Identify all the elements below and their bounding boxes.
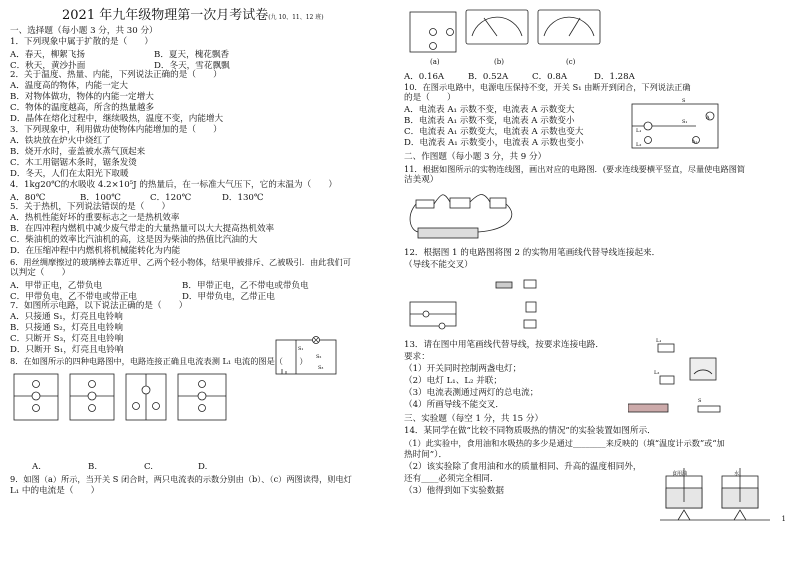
q10-circuit-figure	[626, 96, 726, 154]
q8-circuit-c	[126, 374, 166, 420]
q3-option-b: B．烧开水时，壶盖被水蒸气顶起来	[10, 147, 146, 157]
svg-text:A₁: A₁	[692, 140, 698, 145]
q9-stem-line2: L₁ 中的电流是（ ）	[10, 486, 100, 496]
q3-stem: 3．下列现象中，利用做功使物体内能增加的是（ ）	[10, 125, 222, 135]
q14-stem-line3: 热时间”）．	[404, 450, 448, 460]
q14-beakers-figure	[660, 466, 772, 526]
q14-stem-line1: 14．某同学在做“比较不同物质吸热的情况”的实验装置如图所示．	[404, 426, 656, 436]
q12-stem-line2: （导线不能交叉）	[404, 260, 473, 270]
q9-option-d: D．1.28A	[594, 72, 635, 82]
q1-stem: 1．下列现象中属于扩散的是（ ）	[10, 37, 153, 47]
svg-text:S: S	[682, 98, 686, 104]
q2-option-b: B．对物体做功，物体的内能一定增大	[10, 92, 154, 102]
q7-option-d: D．只断开 S₁，灯亮且电铃响	[10, 345, 124, 355]
q13-requirement-1: （1）开关同时控制两盏电灯；	[404, 364, 522, 374]
q5-stem: 5．关于热机，下列说法错误的是（ ）	[10, 202, 171, 212]
q10-option-a: A．电流表 A₁ 示数不变，电流表 A 示数变大	[404, 105, 575, 115]
q10-option-b: B．电流表 A₁ 示数不变，电流表 A 示数变小	[404, 116, 575, 126]
q12-components	[496, 280, 536, 328]
q11-stem-line2: 洁美观）	[404, 175, 439, 185]
q9-caption-b: (b)	[494, 58, 504, 66]
q7-stem: 7．如图所示电路，以下说法正确的是（ ）	[10, 301, 188, 311]
q8-circuit-a	[14, 374, 58, 420]
q14-stem-line4: （2）该实验除了食用油和水的质量相同、升高的温度相同外，	[404, 462, 642, 472]
svg-text:S₂: S₂	[316, 354, 322, 360]
q9-ammeter-c	[538, 10, 600, 44]
q8-label-d: D.	[198, 462, 208, 472]
svg-text:S₁: S₁	[682, 119, 688, 125]
page-number: 1	[781, 515, 786, 523]
q6-option-c: C．甲带负电，乙不带电或带正电	[10, 292, 137, 302]
q8-circuit-diagrams	[10, 368, 238, 440]
q4-option-d: D．130℃	[222, 193, 264, 203]
q9-caption-a: (a)	[430, 58, 440, 66]
q6-option-d: D．甲带负电，乙带正电	[182, 292, 275, 302]
q8-circuit-d	[178, 374, 226, 420]
q4-option-c: C．120℃	[150, 193, 192, 203]
q8-label-c: C.	[144, 462, 154, 472]
q5-option-c: C．柴油机的效率比汽油机的高，这是因为柴油的热值比汽油的大	[10, 235, 258, 245]
svg-text:L₁: L₁	[656, 338, 662, 344]
svg-text:L₂: L₂	[636, 142, 642, 148]
q9-ammeter-b	[466, 10, 528, 44]
q13-components-figure	[628, 336, 758, 418]
q6-option-a: A．甲带正电，乙带负电	[10, 281, 103, 291]
q8-label-a: A.	[32, 462, 41, 472]
q10-stem-line1: 10．在图示电路中，电源电压保持不变，开关 S₁ 由断开到闭合，下列说法正确	[404, 82, 691, 92]
q6-stem-line1: 6．用丝绸摩擦过的玻璃棒去靠近甲、乙两个轻小物体，结果甲被排斥、乙被吸引．由此我们可	[10, 257, 351, 267]
exam-title-text: 2021 年九年级物理第一次月考试卷	[62, 8, 269, 23]
q5-option-b: B．在四冲程内燃机中减少废气带走的大量热量可以大大提高热机效率	[10, 224, 275, 234]
q9-caption-c: (c)	[566, 58, 576, 66]
q5-option-a: A．热机性能好坏的重要标志之一是热机效率	[10, 213, 180, 223]
q10-option-c: C．电流表 A₁ 示数变大，电流表 A 示数也变大	[404, 127, 584, 137]
q14-stem-line6: （3）他得到如下实验数据	[404, 486, 504, 496]
exam-title	[62, 4, 324, 23]
q3-option-c: C．木工用锯锯木条时，锯条发烫	[10, 158, 137, 168]
q4-option-a: A．80℃	[10, 193, 46, 203]
q1-option-b: B．夏天，槐花飘香	[154, 50, 230, 60]
q1-option-d: D．冬天，雪花飘飘	[154, 61, 230, 71]
svg-text:L₁: L₁	[636, 128, 642, 134]
q5-option-d: D．在压缩冲程中内燃机将机械能转化为内能	[10, 246, 181, 256]
q2-stem: 2．关于温度、热量、内能，下列说法正确的是（ ）	[10, 70, 222, 80]
q8-label-b: B.	[88, 462, 98, 472]
q8-stem: 8．在如图所示的四种电路图中，电路连接正确且电流表测 L₁ 电流的图是（ ）	[10, 356, 308, 366]
q12-figures	[406, 276, 566, 336]
svg-text:S₃: S₃	[318, 365, 324, 371]
svg-text:S₁: S₁	[298, 346, 304, 352]
q7-option-c: C．只断开 S₃，灯亮且电铃响	[10, 334, 124, 344]
section-3-heading: 三、实验题（每空 1 分，共 15 分）	[404, 414, 544, 424]
section-1-heading: 一、选择题（每小题 3 分，共 30 分）	[10, 26, 158, 36]
q8-circuit-b	[70, 374, 114, 420]
beaker-label-oil: 食用油	[672, 471, 688, 477]
svg-text:S: S	[698, 398, 702, 404]
q13-requirement-2: （2）电灯 L₁、L₂ 并联；	[404, 376, 502, 386]
q1-option-c: C．秋天，黄沙扑面	[10, 61, 86, 71]
q4-stem: 4．1kg20℃的水吸收 4.2×10⁵J 的热量后，在一标准大气压下，它的末温为（ ）	[10, 180, 337, 190]
q9-option-b: B．0.52A	[468, 72, 509, 82]
q13-requirement-3: （3）电流表测通过两灯的总电流；	[404, 388, 539, 398]
q6-stem-line2: 以判定（ ）	[10, 268, 71, 278]
q7-option-b: B．只接通 S₂，灯亮且电铃响	[10, 323, 123, 333]
q11-stem-line1: 11．根据如图所示的实物连线图，画出对应的电路图．(要求连线要横平竖直，尽量使电路图简	[404, 164, 746, 174]
q13-stem-line2: 要求：	[404, 352, 430, 362]
q1-option-a: A．春天，柳絮飞扬	[10, 50, 85, 60]
q14-stem-line5: 还有____必须完全相同．	[404, 474, 499, 484]
q9-figures	[404, 6, 614, 64]
svg-text:L₂: L₂	[654, 370, 660, 376]
beaker-label-water: 水	[734, 471, 740, 477]
section-2-heading: 二、作图题（每小题 3 分，共 9 分）	[404, 152, 547, 162]
q13-stem-line1: 13．请在图中用笔画线代替导线，按要求连接电路．	[404, 340, 604, 350]
q9-circuit-a	[410, 12, 456, 52]
q11-apparatus-figure	[408, 190, 528, 246]
q4-option-b: B．100℃	[80, 193, 121, 203]
q3-option-d: D．冬天，人们在太阳光下取暖	[10, 169, 129, 179]
q9-option-c: C．0.8A	[532, 72, 568, 82]
q9-stem-line1: 9．如图（a）所示，当开关 S 闭合时，两只电流表的示数分别由（b）、（c）两图读得，则电灯	[10, 474, 352, 484]
q2-option-c: C．物体的温度越高，所含的热量越多	[10, 103, 155, 113]
q10-option-d: D．电流表 A₁ 示数变小，电流表 A 示数也变小	[404, 138, 584, 148]
q12-stem-line1: 12．根据图 1 的电路图将图 2 的实物用笔画线代替导线连接起来．	[404, 248, 661, 258]
q6-option-b: B．甲带正电，乙不带电或带负电	[182, 281, 309, 291]
svg-text:A: A	[706, 115, 710, 121]
exam-class-note: (九 10、11、12 班)	[268, 14, 324, 21]
q10-stem-line2: 的是（ ）	[404, 93, 456, 103]
q3-option-a: A．铁块放在炉火中烧红了	[10, 136, 111, 146]
q9-option-a: A．0.16A	[404, 72, 445, 82]
q13-requirement-4: （4）所画导线不能交叉．	[404, 400, 504, 410]
q7-option-a: A．只接通 S₁，灯亮且电铃响	[10, 312, 123, 322]
q12-circuit-diagram	[410, 302, 456, 329]
q2-option-a: A．温度高的物体，内能一定大	[10, 81, 128, 91]
q14-stem-line2: （1）此实验中，食用油和水吸热的多少是通过________来反映的（填“温度计示数”或“加	[404, 438, 725, 448]
q2-option-d: D．晶体在熔化过程中，继续吸热，温度不变，内能增大	[10, 114, 224, 124]
